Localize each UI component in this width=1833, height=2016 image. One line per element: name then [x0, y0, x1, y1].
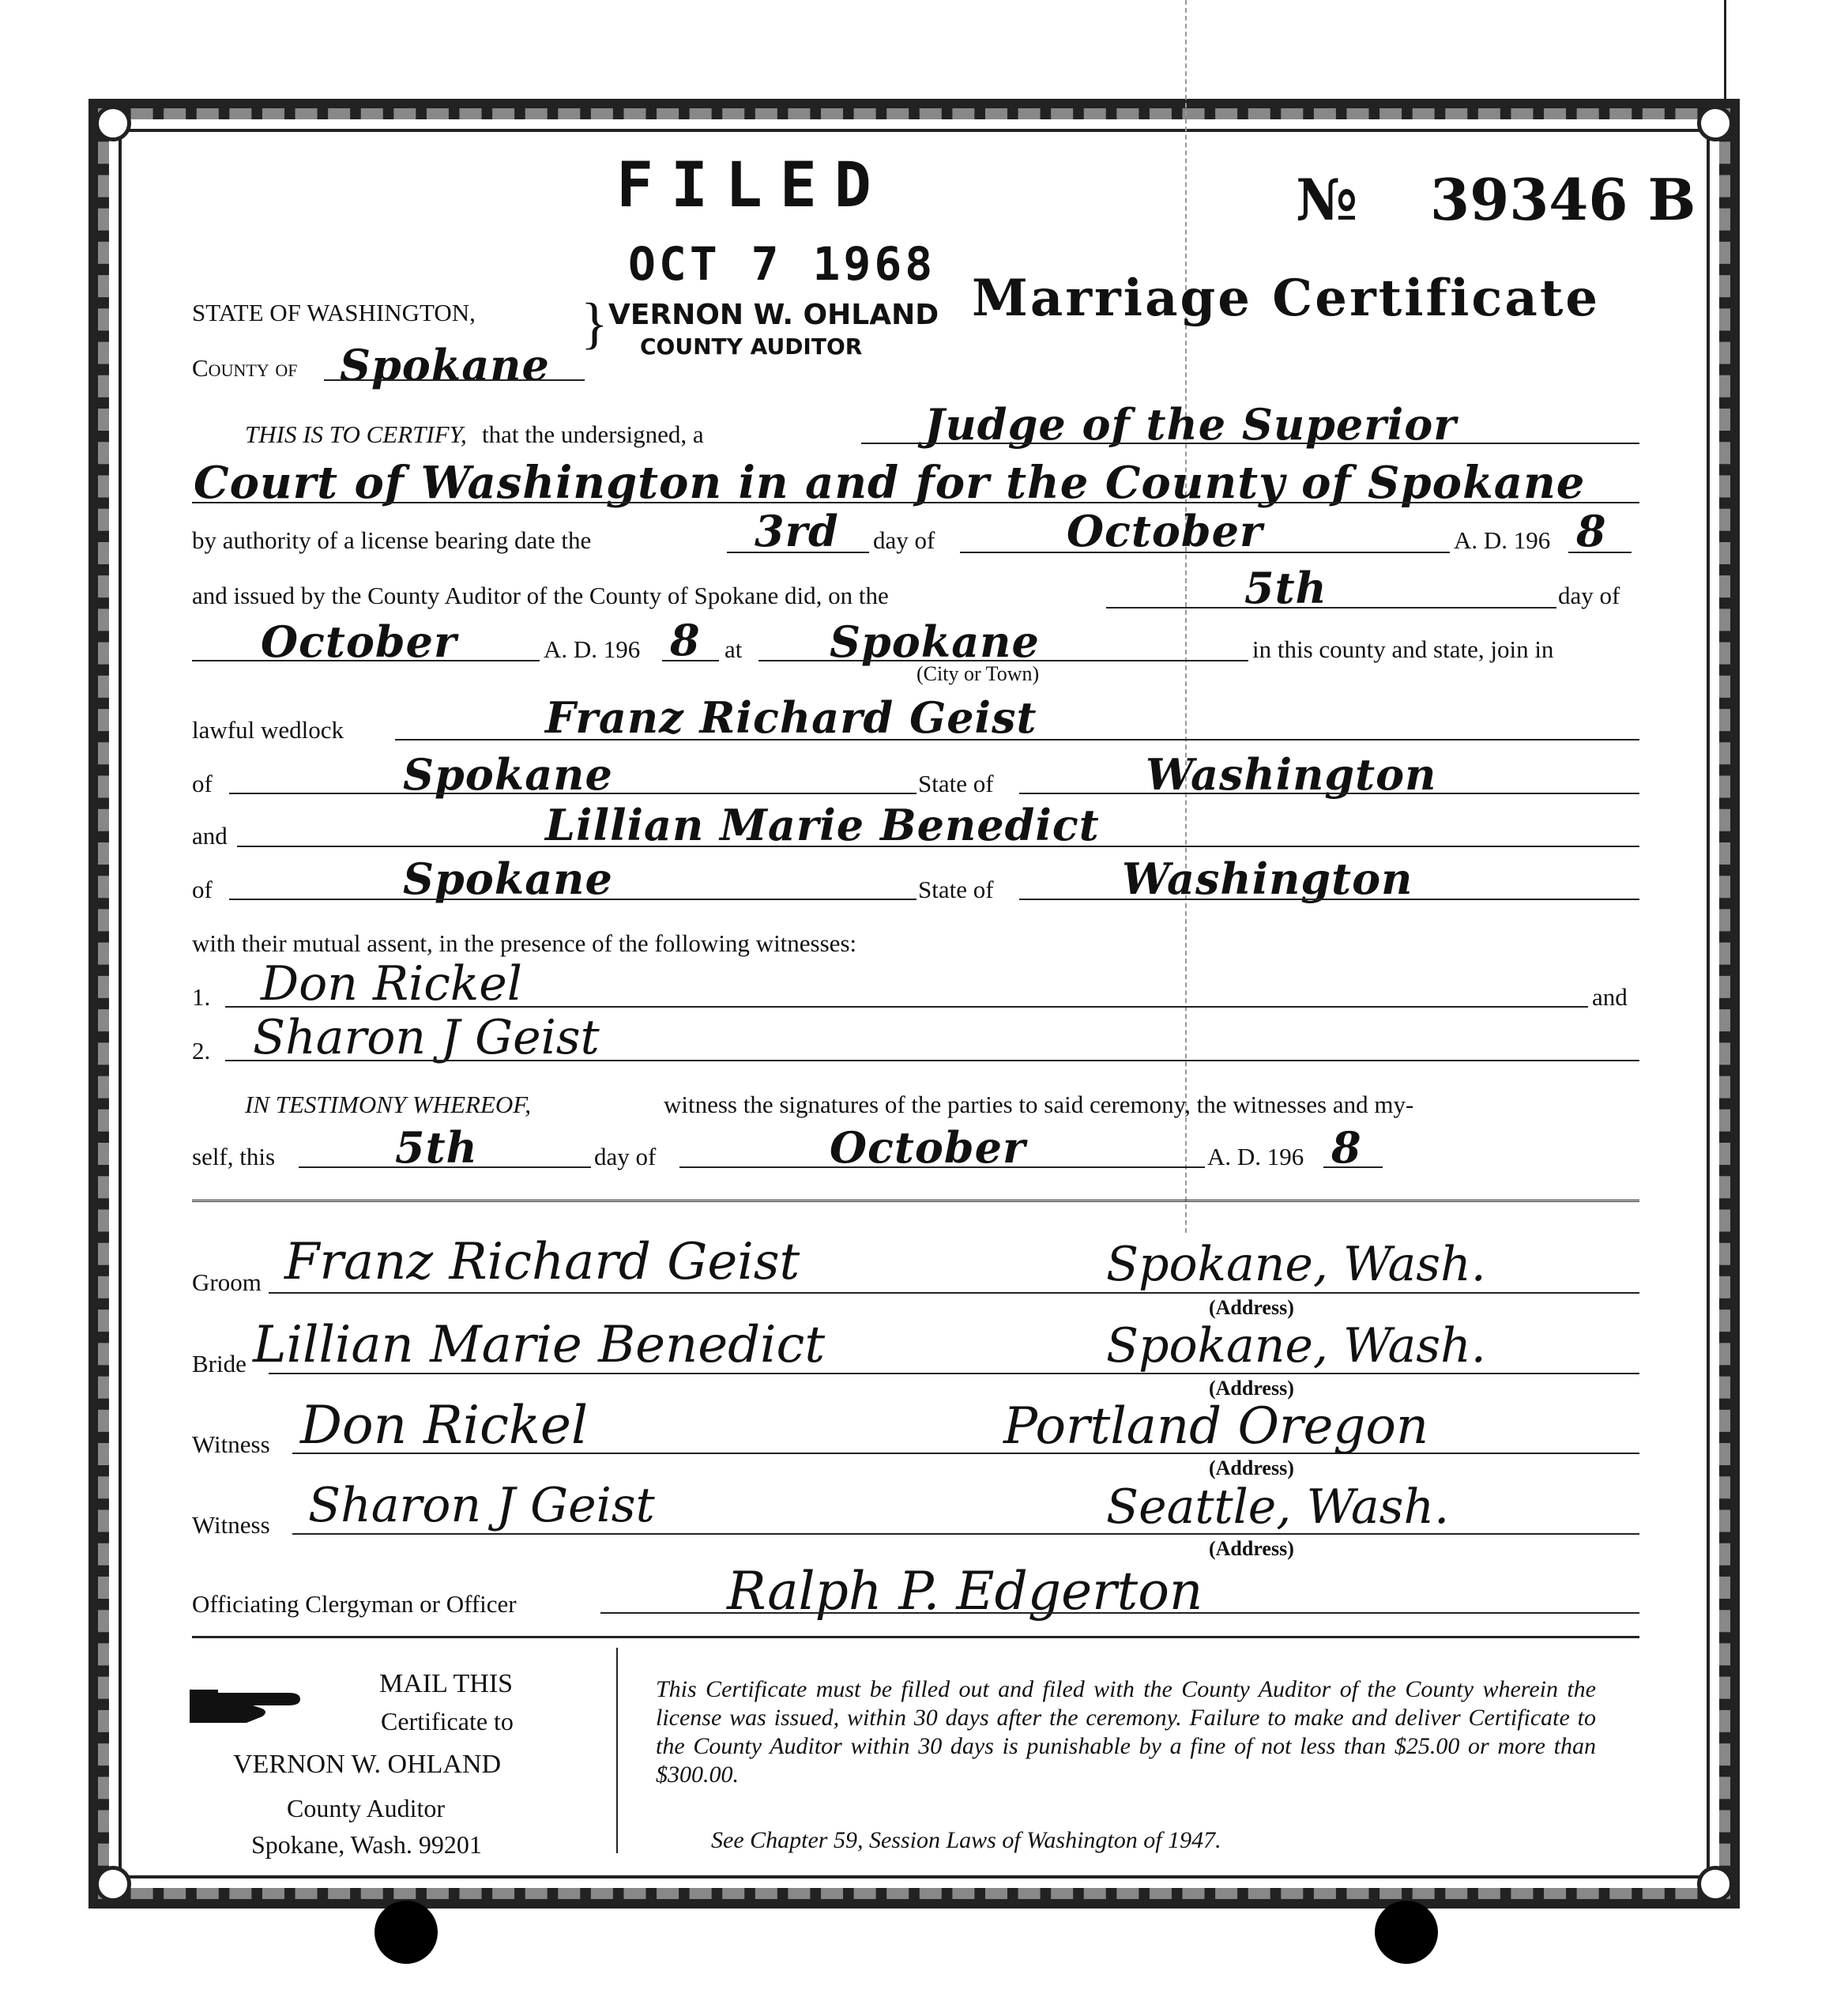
of-label: of [192, 770, 213, 797]
license-year-digit: 8 [1576, 506, 1607, 556]
state-label: STATE OF WASHINGTON, [192, 299, 476, 326]
mail-line2: Certificate to [381, 1707, 514, 1735]
section-divider [192, 1200, 1639, 1202]
bride-state: Washington [1122, 854, 1413, 904]
underline [225, 1006, 1588, 1008]
filed-date: OCT 7 1968 [628, 237, 936, 291]
wedlock-label: lawful wedlock [192, 716, 344, 744]
marriage-place: Spokane [830, 616, 1040, 667]
corner-ornament-icon [1697, 1866, 1733, 1902]
certify-intro: THIS IS TO CERTIFY, [245, 420, 467, 448]
groom-label: Groom [192, 1268, 262, 1296]
license-text: by authority of a license bearing date the [192, 526, 592, 554]
underline [960, 552, 1450, 553]
mail-address: Spokane, Wash. 99201 [251, 1830, 482, 1859]
self-this-label: self, this [192, 1143, 276, 1170]
underline [1019, 899, 1639, 900]
underline [299, 1166, 591, 1168]
issued-text: and issued by the County Auditor of the County of Spokane did, on the [192, 582, 889, 609]
witness2-signature: Sharon J Geist [308, 1478, 655, 1533]
county-underline [324, 379, 585, 381]
underline [229, 899, 916, 900]
underline [861, 443, 1639, 444]
witness-label: Witness [192, 1430, 270, 1458]
underline [1019, 793, 1639, 794]
corner-ornament-icon [95, 105, 131, 141]
marriage-month: October [261, 616, 457, 667]
county-label: County of [192, 354, 298, 382]
bride-address: Spokane, Wash. [1106, 1318, 1486, 1374]
underline [229, 793, 916, 794]
bride-name: Lillian Marie Benedict [545, 800, 1100, 850]
underline [1106, 607, 1556, 609]
at-label: at [725, 635, 743, 663]
witness1-number: 1. [192, 983, 211, 1011]
underline [758, 660, 1248, 661]
underline [225, 1060, 1639, 1061]
underline [292, 1453, 1639, 1454]
marriage-day: 5th [1244, 563, 1327, 613]
brace: } [581, 292, 608, 355]
address-caption: (Address) [1209, 1377, 1294, 1400]
underline [269, 1292, 1639, 1294]
law-reference: See Chapter 59, Session Laws of Washington of 1947. [711, 1827, 1221, 1853]
mail-line1: MAIL THIS [379, 1669, 514, 1698]
witness-label: Witness [192, 1511, 270, 1539]
officer-signature: Ralph P. Edgerton [727, 1561, 1203, 1622]
bride-label: Bride [192, 1350, 247, 1377]
mail-auditor-name: VERNON W. OHLAND [233, 1750, 502, 1779]
underline [679, 1166, 1205, 1168]
witness2-address: Seattle, Wash. [1106, 1479, 1450, 1535]
groom-name: Franz Richard Geist [545, 692, 1037, 743]
of-label: of [192, 876, 213, 903]
state-of-label: State of [918, 770, 994, 797]
state-of-label: State of [918, 876, 994, 903]
testimony-day: 5th [395, 1122, 478, 1173]
address-caption: (Address) [1209, 1296, 1294, 1319]
license-month: October [1067, 506, 1263, 556]
witness2-number: 2. [192, 1037, 211, 1065]
join-text: in this county and state, join in [1252, 635, 1554, 663]
underline [395, 739, 1639, 740]
testimony-month: October [830, 1122, 1026, 1173]
witness1-address: Portland Oregon [1003, 1397, 1429, 1456]
edge-mark [1724, 0, 1726, 103]
number-symbol: № [1296, 166, 1358, 233]
city-or-town-caption: (City or Town) [916, 662, 1040, 685]
day-of-label: day of [1558, 582, 1620, 609]
bride-city: Spokane [403, 854, 613, 904]
officiant-title-line1: Judge of the Superior [924, 399, 1457, 450]
certificate-number: 39346 B [1430, 166, 1696, 233]
underline [192, 660, 540, 661]
pointing-hand-icon [190, 1682, 308, 1729]
marriage-year-digit: 8 [670, 615, 701, 665]
and-label: and [192, 822, 228, 850]
certify-text: that the undersigned, a [482, 420, 704, 448]
underline [662, 660, 719, 661]
address-caption: (Address) [1209, 1537, 1294, 1560]
filed-stamp: FILED [616, 150, 889, 221]
filing-notice: This Certificate must be filled out and filed with the County Auditor of the County wherein the license was issued, within 30 days after the ceremony. Failure to make and deliver Certificate to the County Auditor within 30 days is punishable by a fine of not less than $25.00 or more than $300.00. [656, 1676, 1596, 1788]
certificate-title: Marriage Certificate [972, 269, 1601, 328]
underline [192, 502, 1639, 503]
witness-intro: with their mutual assent, in the presence of the following witnesses: [192, 929, 857, 957]
groom-address: Spokane, Wash. [1106, 1237, 1486, 1292]
testimony-year-digit: 8 [1331, 1122, 1362, 1173]
ad-label: A. D. 196 [1207, 1143, 1304, 1170]
testimony-text: witness the signatures of the parties to said ceremony, the witnesses and my- [664, 1091, 1414, 1118]
address-caption: (Address) [1209, 1456, 1294, 1479]
stamp-auditor-name: VERNON W. OHLAND [608, 299, 939, 331]
county-value: Spokane [340, 340, 550, 390]
and-label: and [1592, 983, 1628, 1011]
corner-ornament-icon [95, 1866, 131, 1902]
punch-hole [375, 1901, 438, 1964]
underline [727, 552, 869, 553]
stamp-auditor-title: COUNTY AUDITOR [640, 333, 863, 360]
license-day: 3rd [755, 506, 839, 556]
witness1-name: Don Rickel [261, 956, 522, 1012]
groom-city: Spokane [403, 749, 613, 800]
officer-label: Officiating Clergyman or Officer [192, 1590, 517, 1618]
corner-ornament-icon [1697, 105, 1733, 141]
footer-divider [192, 1636, 1639, 1638]
ad-label: A. D. 196 [544, 635, 641, 663]
bride-signature: Lillian Marie Benedict [253, 1316, 826, 1374]
footer-column-divider [616, 1648, 618, 1853]
groom-state: Washington [1146, 749, 1437, 800]
mail-auditor-title: County Auditor [287, 1794, 446, 1822]
officiant-title-line2: Court of Washington in and for the County of Spokane [194, 457, 1586, 509]
day-of-label: day of [594, 1143, 657, 1170]
underline [600, 1612, 1639, 1614]
fold-line [1185, 0, 1187, 1233]
witness2-name: Sharon J Geist [253, 1010, 600, 1065]
day-of-label: day of [873, 526, 935, 554]
underline [237, 846, 1639, 847]
witness1-signature: Don Rickel [300, 1395, 589, 1456]
underline [1323, 1166, 1383, 1168]
underline [1568, 552, 1632, 553]
ad-label: A. D. 196 [1454, 526, 1551, 554]
punch-hole [1375, 1901, 1438, 1964]
testimony-intro: IN TESTIMONY WHEREOF, [245, 1091, 531, 1118]
groom-signature: Franz Richard Geist [284, 1233, 800, 1291]
